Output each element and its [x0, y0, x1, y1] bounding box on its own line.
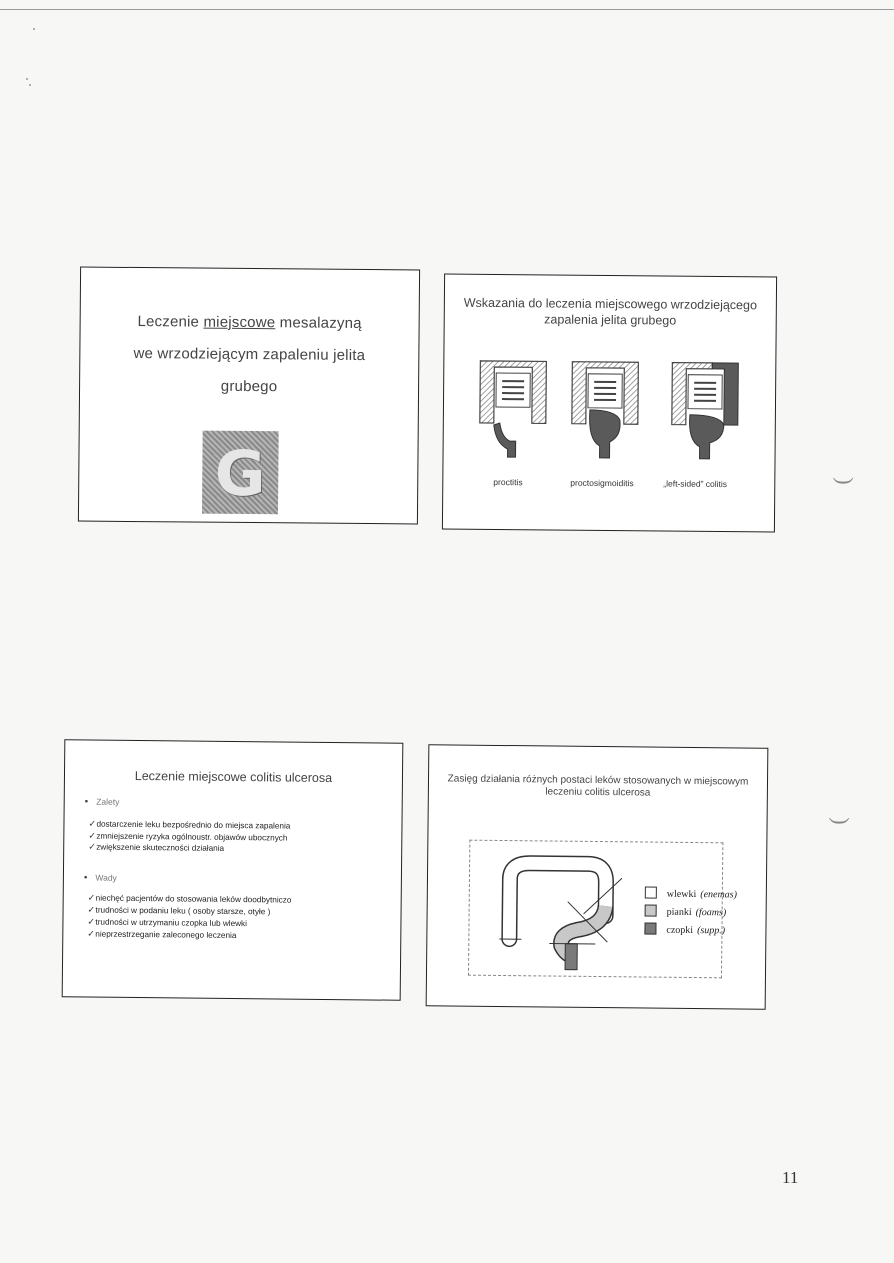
slide-3-title: Leczenie miejscowe colitis ulcerosa	[134, 768, 333, 786]
legend-swatch	[644, 923, 656, 935]
slide-1-title	[80, 306, 419, 405]
legend-suppositories	[644, 923, 725, 937]
title-text: Leczenie	[137, 313, 204, 331]
slide-local-treatment	[62, 739, 404, 1001]
caption-left-sided-colitis: „left-sided” colitis	[663, 478, 728, 490]
legend-label-latin: (supp.)	[697, 925, 726, 937]
colon-reach-diagram	[479, 849, 630, 975]
scan-speck	[29, 84, 31, 86]
check-icon: ✓	[87, 928, 95, 939]
legend-swatch	[645, 887, 657, 899]
legend-label: wlewki	[666, 888, 697, 901]
slide-title-mesalazine	[78, 267, 420, 525]
check-icon: ✓	[87, 916, 96, 927]
disadvantage-text: trudności w utrzymaniu czopka lub wlewki	[95, 917, 248, 929]
caption-proctitis: proctitis	[493, 476, 523, 488]
legend-label-latin: (foams)	[695, 907, 727, 919]
disadvantage-item	[88, 904, 271, 917]
slide-2-title: Wskazania do leczenia miejscowego wrzodziejącego zapalenia jelita grubego	[463, 295, 758, 328]
advantages-heading-text: Zalety	[96, 796, 120, 807]
disadvantages-heading-text: Wady	[95, 872, 117, 883]
caption-proctosigmoiditis: proctosigmoiditis	[570, 477, 634, 489]
logo-letter: G	[214, 436, 267, 511]
disadvantage-item	[87, 916, 247, 929]
company-logo	[202, 431, 279, 515]
slide-indications	[442, 274, 777, 533]
colon-reach-figure	[468, 840, 737, 979]
check-icon: ✓	[87, 892, 96, 903]
punch-hole-mark: (	[824, 817, 850, 825]
page-number: 11	[782, 1168, 799, 1187]
title-underlined-word: miejscowe	[203, 313, 276, 332]
advantage-item	[88, 818, 290, 831]
check-icon: ✓	[88, 818, 97, 829]
legend-enemas	[645, 887, 737, 901]
disadvantages-heading: • Wady	[83, 872, 117, 884]
legend-foams	[645, 905, 727, 919]
legend-label: pianki	[666, 906, 692, 918]
legend-label-latin: (enemas)	[700, 889, 737, 901]
legend-swatch	[645, 905, 657, 917]
scan-speck	[26, 78, 28, 80]
disadvantage-item	[87, 928, 236, 941]
disadvantage-text: nieprzestrzeganie zaleconego leczenia	[95, 929, 237, 941]
title-line-2: we wrzodziejącym zapaleniu jelita	[133, 344, 366, 365]
scan-speck	[33, 28, 35, 30]
advantage-text: zwiększenie skuteczności działania	[96, 842, 225, 853]
slide-4-title: Zasięg działania różnych postaci leków stosowanych w miejscowym leczeniu colitis ulcerosa	[447, 773, 749, 799]
check-icon: ✓	[88, 830, 96, 841]
colon-diagram-proctosigmoiditis	[563, 354, 646, 465]
title-text: mesalazyną	[275, 314, 362, 332]
colon-diagram-proctitis	[471, 353, 554, 464]
page-top-rule	[0, 9, 894, 10]
advantage-item	[88, 841, 224, 853]
disadvantage-text: niechęć pacjentów do stosowania leków doodbytniczo	[95, 893, 292, 905]
disadvantage-text: trudności w podaniu leku ( osoby starsze, otyłe )	[95, 905, 271, 917]
check-icon: ✓	[87, 904, 96, 915]
colon-diagram-left-sided-colitis	[663, 354, 746, 465]
advantage-text: zmniejszenie ryzyka ogólnoustr. objawów ubocznych	[96, 831, 288, 843]
advantages-heading: • Zalety	[84, 796, 120, 808]
title-line-3: grubego	[220, 377, 278, 396]
legend-label: czopki	[666, 924, 694, 937]
disadvantage-item	[88, 892, 292, 905]
slide-drug-reach	[426, 744, 769, 1010]
check-icon: ✓	[88, 841, 96, 852]
advantage-text: dostarczenie leku bezpośrednio do miejsca zapalenia	[96, 819, 291, 831]
punch-hole-mark: (	[828, 477, 854, 485]
